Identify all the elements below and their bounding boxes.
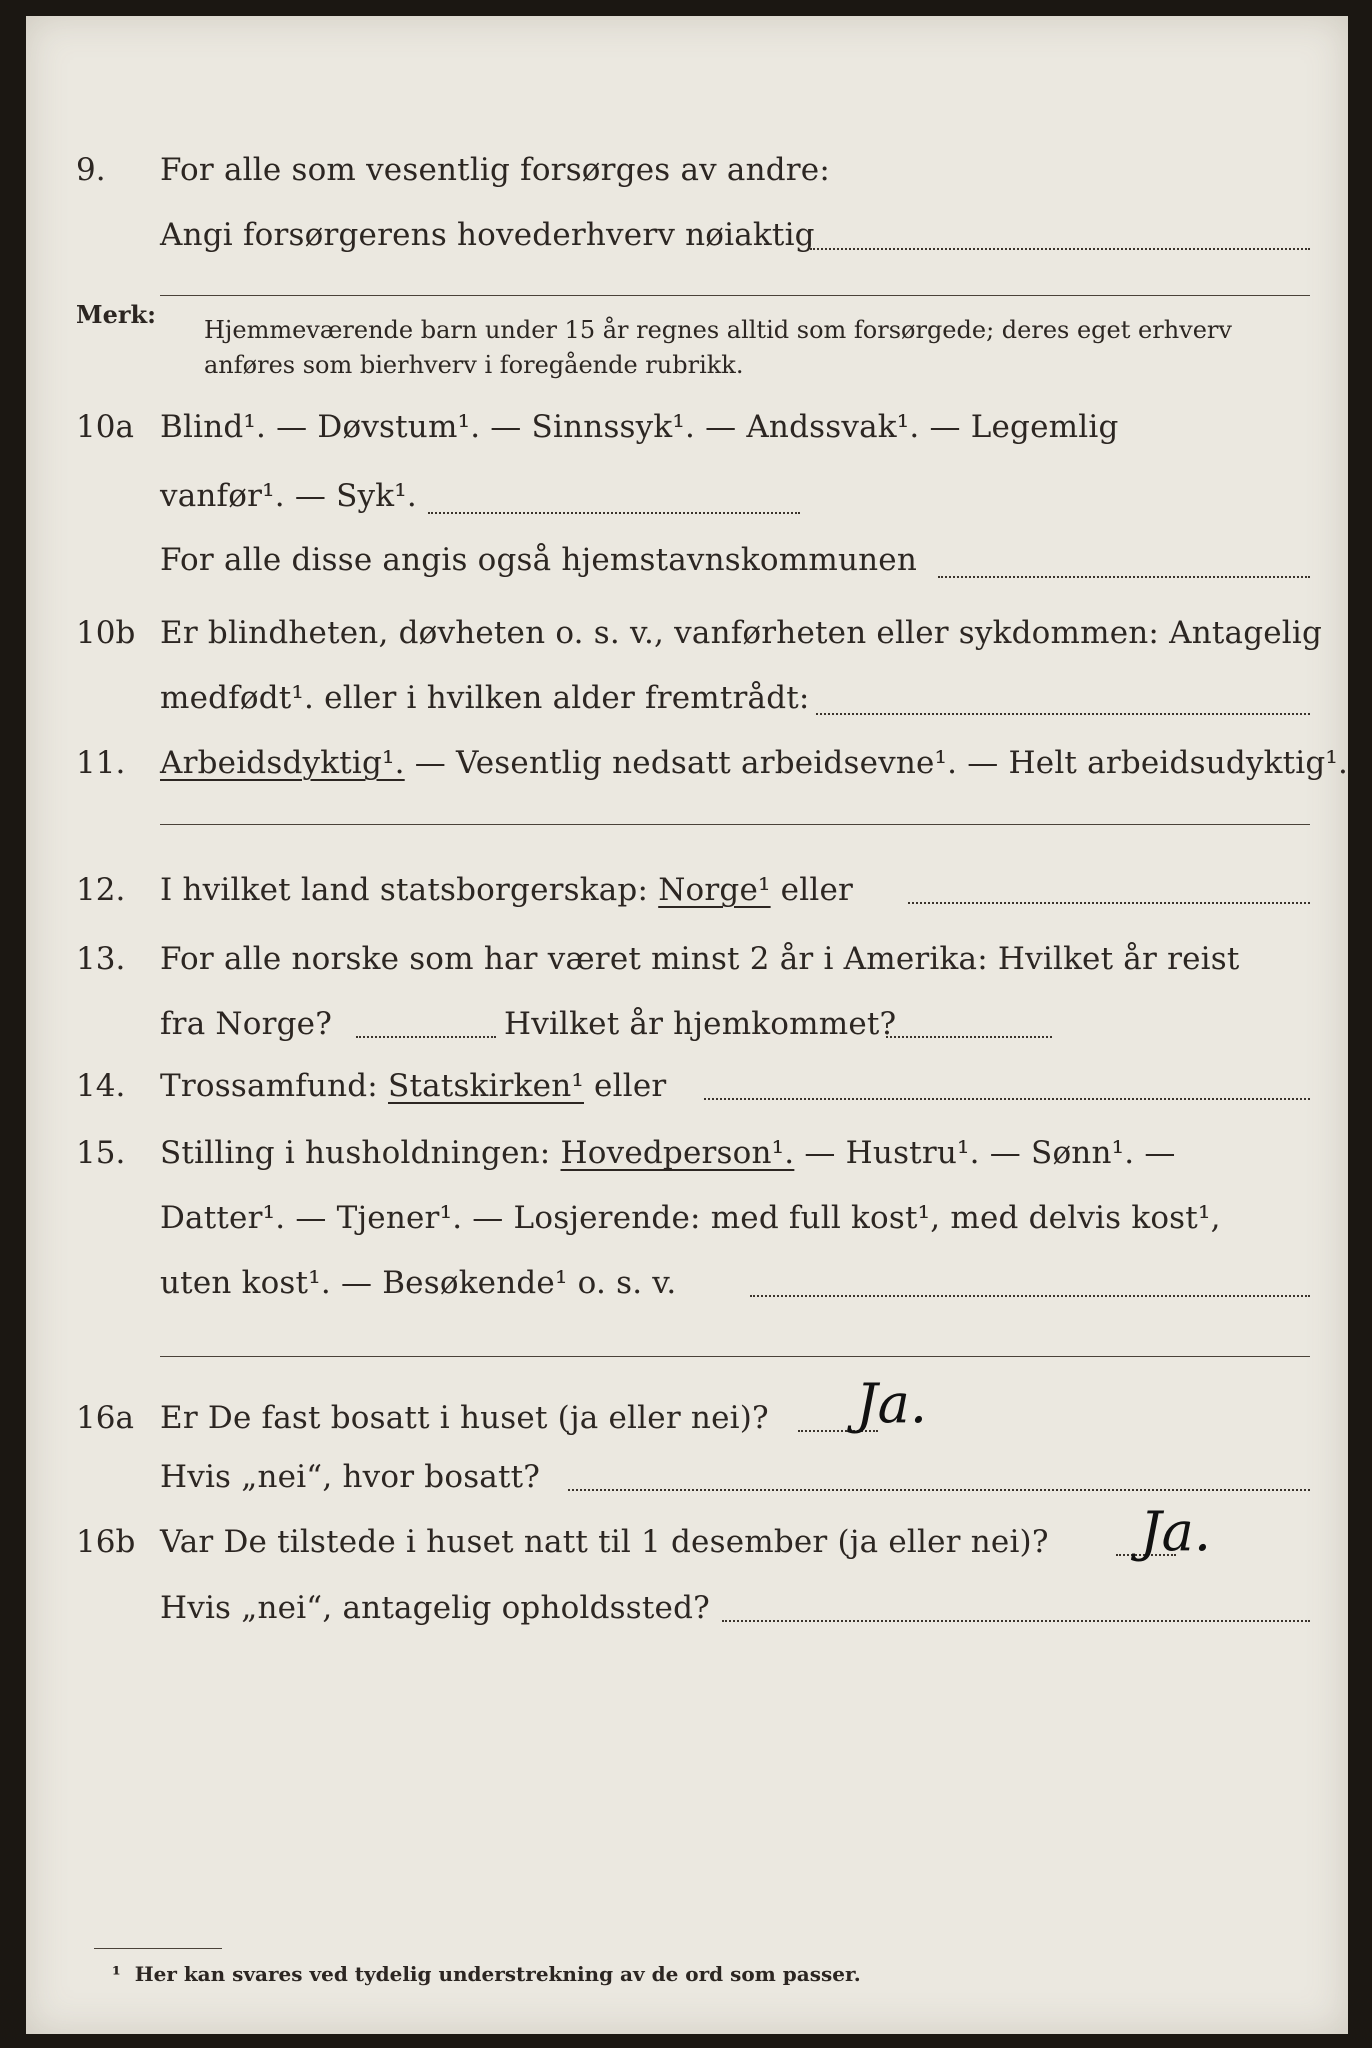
q10b-text-line1: Er blindheten, døvheten o. s. v., vanførheten eller sykdommen: Antagelig — [160, 615, 1323, 651]
q12-prefix: I hvilket land statsborgerskap: — [160, 872, 659, 908]
q14-text — [160, 1061, 666, 1111]
q15-text-line3: uten kost¹. — Besøkende¹ o. s. v. — [160, 1265, 677, 1301]
q13-text-reist: fra Norge? — [160, 1006, 333, 1042]
q10a-text-line1: Blind¹. — Døvstum¹. — Sinnssyk¹. — Andssvak¹. — Legemlig — [160, 409, 1119, 445]
q12-text — [160, 865, 853, 915]
q12-row — [26, 865, 1348, 915]
q14-prefix: Trossamfund: — [160, 1068, 389, 1104]
q16a-number: 16a — [76, 1400, 134, 1436]
q12-suffix: eller — [770, 872, 854, 908]
merk-text-line2: anføres som bierhverv i foregående rubrikk. — [204, 351, 744, 379]
footnote — [112, 1960, 861, 1988]
q11-option-arbeidsdyktig[interactable]: Arbeidsdyktig¹. — [160, 745, 405, 781]
q11-text-rest: — Vesentlig nedsatt arbeidsevne¹. — Helt arbeidsudyktig¹. — [404, 745, 1349, 781]
q11-answer-line[interactable] — [160, 824, 1310, 825]
merk-label: Merk: — [76, 300, 156, 329]
q10b-text-line2: medfødt¹. eller i hvilken alder fremtrådt: — [160, 680, 810, 716]
q11-row — [26, 738, 1348, 788]
merk-text-line1: Hjemmeværende barn under 15 år regnes alltid som forsørgede; deres eget erhverv — [204, 316, 1232, 344]
q15-suffix: — Hustru¹. — Sønn¹. — — [794, 1135, 1176, 1171]
q9-row-1 — [26, 145, 1348, 195]
q11-text — [160, 738, 1348, 788]
q12-option-norge[interactable]: Norge¹ — [658, 872, 771, 908]
q13-number: 13. — [76, 941, 126, 977]
q15-text-line1 — [160, 1128, 1176, 1178]
q16b-oppholdssted-field[interactable] — [722, 1620, 1310, 1622]
q16a-row-1 — [26, 1393, 1348, 1443]
q15-answer-line[interactable] — [160, 1356, 1310, 1357]
q12-land-field[interactable] — [908, 902, 1310, 904]
q10b-row-1 — [26, 608, 1348, 658]
q10a-syk-field[interactable] — [428, 512, 800, 514]
q9-row-2 — [26, 210, 1348, 260]
q15-row-1 — [26, 1128, 1348, 1178]
q9-number: 9. — [76, 152, 106, 188]
q16b-number: 16b — [76, 1524, 136, 1560]
q13-reist-field[interactable] — [356, 1036, 496, 1038]
q10a-text-line3: For alle disse angis også hjemstavnskommunen — [160, 542, 917, 578]
q16b-handwritten-answer: Ja. — [1140, 1500, 1212, 1563]
q15-stilling-field[interactable] — [750, 1295, 1310, 1297]
q15-row-3 — [26, 1258, 1348, 1308]
footnote-rule — [94, 1948, 222, 1949]
q16b-row-2 — [26, 1583, 1348, 1633]
q16b-text-line1: Var De tilstede i huset natt til 1 desember (ja eller nei)? — [160, 1524, 1049, 1560]
q16a-row-2 — [26, 1452, 1348, 1502]
q9-answer-line-2[interactable] — [160, 295, 1310, 296]
footnote-text: Her kan svares ved tydelig understrekning av de ord som passer. — [134, 1962, 861, 1986]
q16a-handwritten-answer: Ja. — [856, 1372, 928, 1435]
q13-row-2 — [26, 999, 1348, 1049]
q15-number: 15. — [76, 1135, 126, 1171]
q10b-number: 10b — [76, 615, 136, 651]
q12-number: 12. — [76, 872, 126, 908]
q10a-text-line2: vanfør¹. — Syk¹. — [160, 478, 417, 514]
census-form-page — [26, 16, 1348, 2034]
footnote-mark: ¹ — [112, 1962, 121, 1986]
q16a-text-line2: Hvis „nei“, hvor bosatt? — [160, 1459, 541, 1495]
q13-row-1 — [26, 934, 1348, 984]
q10a-number: 10a — [76, 409, 134, 445]
q15-option-hovedperson[interactable]: Hovedperson¹. — [560, 1135, 795, 1171]
q16b-text-line2: Hvis „nei“, antagelig opholdssted? — [160, 1590, 710, 1626]
q14-number: 14. — [76, 1068, 126, 1104]
q10a-row-1 — [26, 402, 1348, 452]
q16a-bosatt-field[interactable] — [568, 1489, 1310, 1491]
q9-text-line1: For alle som vesentlig forsørges av andre: — [160, 152, 830, 188]
q14-option-statskirken[interactable]: Statskirken¹ — [388, 1068, 584, 1104]
q15-row-2 — [26, 1193, 1348, 1243]
q15-prefix: Stilling i husholdningen: — [160, 1135, 561, 1171]
q10b-row-2 — [26, 673, 1348, 723]
q9-text-line2: Angi forsørgerens hovederhverv nøiaktig — [160, 217, 815, 253]
q14-row — [26, 1061, 1348, 1111]
q16a-text-line1: Er De fast bosatt i huset (ja eller nei)? — [160, 1400, 769, 1436]
q15-text-line2: Datter¹. — Tjener¹. — Losjerende: med full kost¹, med delvis kost¹, — [160, 1200, 1221, 1236]
q13-text-line1: For alle norske som har været minst 2 år i Amerika: Hvilket år reist — [160, 941, 1240, 977]
q13-hjemkommet-field[interactable] — [886, 1036, 1052, 1038]
q13-text-hjemkommet: Hvilket år hjemkommet? — [504, 1006, 897, 1042]
q14-trossamfund-field[interactable] — [704, 1098, 1310, 1100]
q11-number: 11. — [76, 745, 126, 781]
q14-suffix: eller — [584, 1068, 667, 1104]
q9-answer-field[interactable] — [810, 248, 1310, 250]
q10b-alder-field[interactable] — [816, 713, 1310, 715]
q10a-hjemstavn-field[interactable] — [938, 576, 1310, 578]
